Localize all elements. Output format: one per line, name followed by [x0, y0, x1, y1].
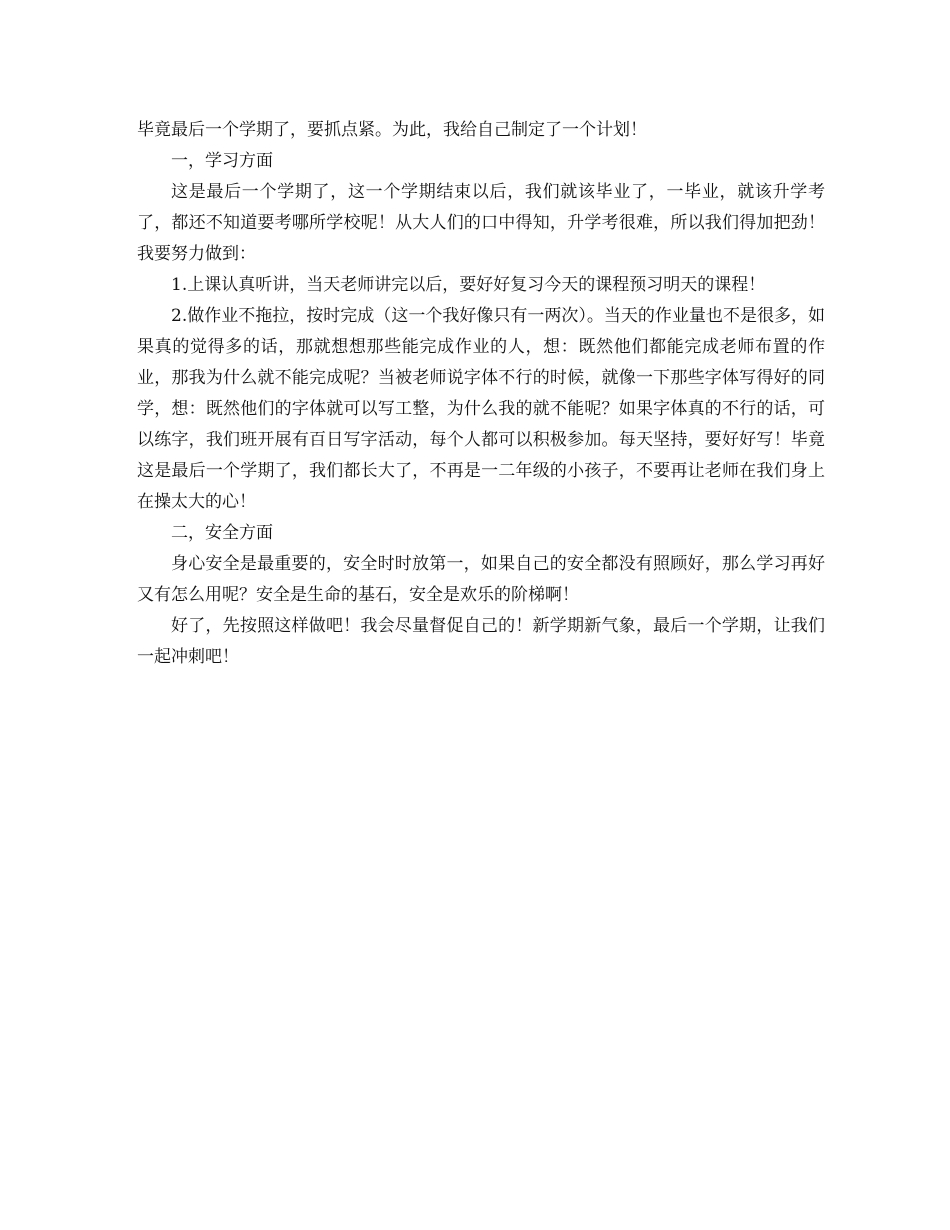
section-heading-study: 一，学习方面 — [171, 151, 273, 171]
paragraph-intro: 毕竟最后一个学期了，要抓点紧。为此，我给自己制定了一个计划！ — [137, 120, 647, 140]
paragraph-safety: 身心安全是最重要的，安全时时放第一，如果自己的安全都没有照顾好，那么学习再好又有怎么用呢？安全是生命的基石，安全是欢乐的阶梯啊！ — [137, 554, 825, 605]
section-heading-safety: 二，安全方面 — [171, 523, 273, 543]
document-body — [137, 115, 825, 673]
list-item-1: 1.上课认真听讲，当天老师讲完以后，要好好复习今天的课程预习明天的课程！ — [171, 275, 766, 295]
paragraph-study-intro: 这是最后一个学期了，这一个学期结束以后，我们就该毕业了，一毕业，就该升学考了，都还不知道要考哪所学校呢！从大人们的口中得知，升学考很难，所以我们得加把劲！我要努力做到： — [137, 182, 825, 264]
paragraph-closing: 好了，先按照这样做吧！我会尽量督促自己的！新学期新气象，最后一个学期，让我们一起冲刺吧！ — [137, 616, 825, 667]
list-item-2: 2.做作业不拖拉，按时完成（这一个我好像只有一两次）。当天的作业量也不是很多，如果真的觉得多的话，那就想想那些能完成作业的人，想：既然他们都能完成老师布置的作业，那我为什么就不能完成呢？当被老师说字体不行的时候，就像一下那些字体写得好的同学，想：既然他们的字体就可以写工整，为什么我的就不能呢？如果字体真的不行的话，可以练字，我们班开展有百日写字活动，每个人都可以积极参加。每天坚持，要好好写！毕竟这是最后一个学期了，我们都长大了，不再是一二年级的小孩子，不要再让老师在我们身上在操太大的心！ — [137, 306, 825, 512]
